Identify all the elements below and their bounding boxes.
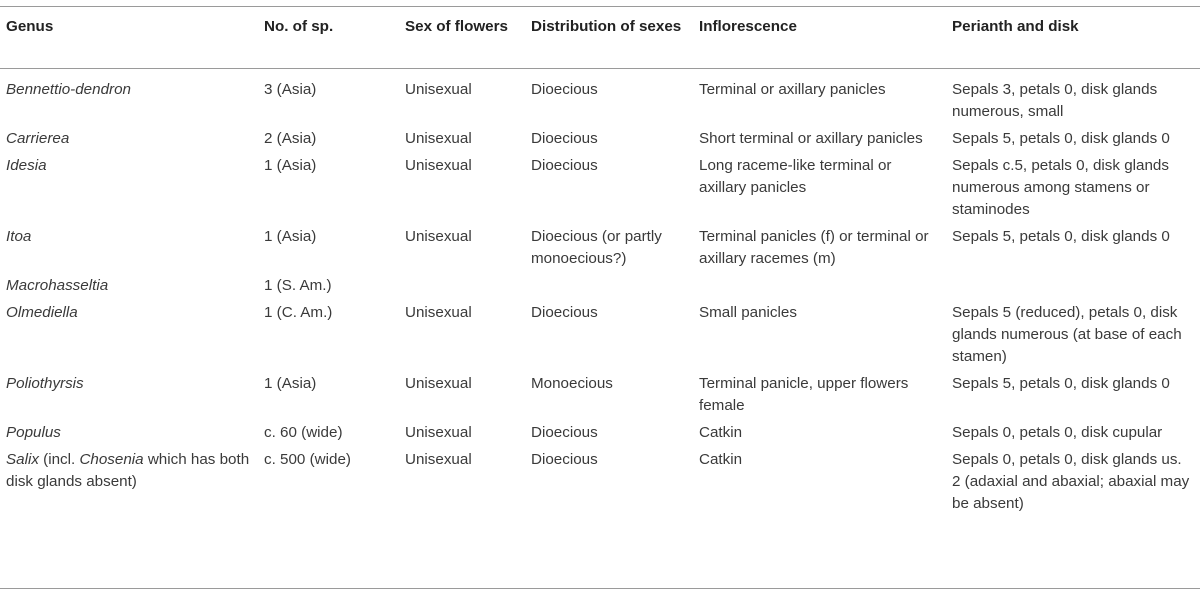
cell-species: 1 (Asia) — [264, 228, 317, 245]
cell-perianth: Sepals 0, petals 0, disk cupular — [952, 424, 1163, 441]
table-row — [0, 417, 1200, 444]
cell-sex: Unisexual — [405, 375, 472, 392]
cell-inflorescence: Long raceme-like terminal or axillary panicles — [699, 157, 892, 196]
cell-perianth: Sepals 5, petals 0, disk glands 0 — [952, 375, 1170, 392]
cell-inflorescence: Small panicles — [699, 304, 797, 321]
cell-sex: Unisexual — [405, 130, 472, 147]
cell-genus: Carrierea — [6, 130, 70, 147]
cell-genus: Olmediella — [6, 304, 78, 321]
cell-inflorescence: Terminal panicles (f) or terminal or axillary racemes (m) — [699, 228, 929, 267]
cell-distribution: Dioecious — [531, 81, 598, 98]
cell-genus — [0, 444, 258, 515]
cell-genus: Idesia — [6, 157, 47, 174]
cell-genus: Bennettio-dendron — [6, 81, 131, 98]
table-row — [0, 150, 1200, 221]
cell-genus: Itoa — [6, 228, 32, 245]
cell-distribution — [525, 270, 693, 297]
table-row — [0, 297, 1200, 368]
cell-perianth: Sepals 0, petals 0, disk glands us. 2 (adaxial and abaxial; abaxial may be absent) — [952, 451, 1190, 512]
cell-sex: Unisexual — [405, 157, 472, 174]
genus-name-salix: Salix — [6, 451, 39, 468]
cell-sex: Unisexual — [405, 81, 472, 98]
cell-sex: Unisexual — [405, 228, 472, 245]
cell-inflorescence: Catkin — [699, 424, 743, 441]
cell-genus: Populus — [6, 424, 61, 441]
cell-species: 1 (S. Am.) — [264, 277, 332, 294]
cell-perianth: Sepals 5 (reduced), petals 0, disk glands numerous (at base of each stamen) — [952, 304, 1182, 365]
header-genus: Genus — [6, 18, 54, 35]
cell-species: c. 60 (wide) — [264, 424, 343, 441]
cell-inflorescence: Catkin — [699, 451, 743, 468]
table-bottom-rule — [0, 588, 1200, 589]
cell-sex — [399, 270, 525, 297]
cell-sex: Unisexual — [405, 451, 472, 468]
cell-distribution: Dioecious — [531, 451, 598, 468]
table-row — [0, 123, 1200, 150]
cell-species: c. 500 (wide) — [264, 451, 351, 468]
cell-genus: Macrohasseltia — [6, 277, 109, 294]
cell-inflorescence: Terminal or axillary panicles — [699, 81, 886, 98]
genus-note-incl: (incl. — [38, 451, 80, 468]
header-inflorescence: Inflorescence — [699, 18, 797, 35]
cell-sex: Unisexual — [405, 424, 472, 441]
cell-inflorescence — [693, 270, 946, 297]
table-row — [0, 444, 1200, 515]
header-perianth-and-disk: Perianth and disk — [952, 18, 1079, 35]
table-header-row — [0, 7, 1200, 69]
cell-perianth: Sepals 5, petals 0, disk glands 0 — [952, 228, 1170, 245]
cell-perianth: Sepals 3, petals 0, disk glands numerous, small — [952, 81, 1158, 120]
cell-inflorescence: Short terminal or axillary panicles — [699, 130, 923, 147]
cell-species: 1 (C. Am.) — [264, 304, 333, 321]
cell-species: 1 (Asia) — [264, 157, 317, 174]
cell-distribution: Dioecious (or partly monoecious?) — [531, 228, 662, 267]
genus-note-rest: which has both disk glands absent) — [6, 451, 250, 490]
cell-perianth — [946, 270, 1200, 297]
header-sex-of-flowers: Sex of flowers — [405, 18, 508, 35]
header-number-of-species: No. of sp. — [264, 18, 334, 35]
cell-inflorescence: Terminal panicle, upper flowers female — [699, 375, 909, 414]
cell-perianth: Sepals 5, petals 0, disk glands 0 — [952, 130, 1170, 147]
genus-comparison-table — [0, 7, 1200, 515]
cell-genus: Poliothyrsis — [6, 375, 84, 392]
cell-distribution: Dioecious — [531, 130, 598, 147]
cell-distribution: Dioecious — [531, 304, 598, 321]
cell-perianth: Sepals c.5, petals 0, disk glands numerous among stamens or staminodes — [952, 157, 1169, 218]
cell-species: 3 (Asia) — [264, 81, 317, 98]
cell-distribution: Dioecious — [531, 157, 598, 174]
header-distribution-of-sexes: Distribution of sexes — [531, 18, 682, 35]
cell-species: 2 (Asia) — [264, 130, 317, 147]
cell-distribution: Dioecious — [531, 424, 598, 441]
table-row — [0, 368, 1200, 417]
cell-distribution: Monoecious — [531, 375, 613, 392]
table-row — [0, 69, 1200, 123]
table-row — [0, 221, 1200, 270]
table-row — [0, 270, 1200, 297]
cell-sex: Unisexual — [405, 304, 472, 321]
cell-species: 1 (Asia) — [264, 375, 317, 392]
genus-name-chosenia: Chosenia — [79, 451, 144, 468]
